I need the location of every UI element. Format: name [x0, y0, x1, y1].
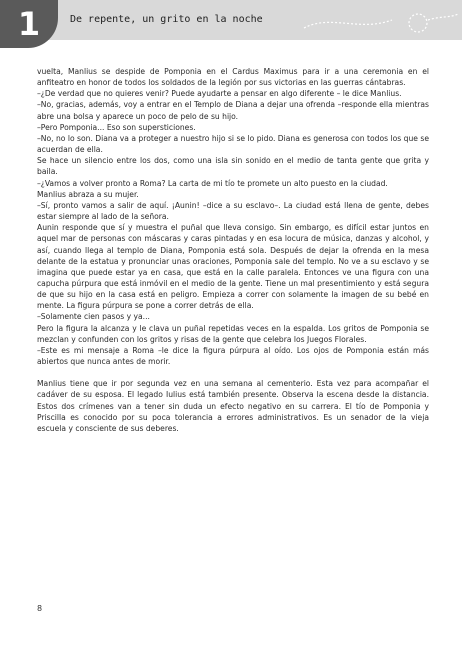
- paragraph: –Solamente cien pasos y ya...: [37, 312, 150, 322]
- paragraph: –¿Vamos a volver pronto a Roma? La carta de mi tío te promete un alto puesto en la ciudad.: [37, 178, 388, 188]
- paragraph: –Sí, pronto vamos a salir de aquí. ¡Aunin! –dice a su esclavo–. La ciudad está llena de gente, debes estar siempre al lado de la señora.: [37, 200, 429, 222]
- paragraph: –No, gracias, además, voy a entrar en el Templo de Diana a dejar una ofrenda –responde ella mientras abre una bolsa y aparece un poco de pelo de su hijo.: [37, 100, 429, 121]
- paragraph: Aunin responde que sí y muestra el puñal que lleva consigo. Sin embargo, es difícil estar juntos en aquel mar de personas con máscaras y caras pintadas y en esa locura de música, danzas y alcohol, y así, cuando llega al templo de Diana, Pomponia está sola. Después de dejar la ofrenda en la mesa delante de la estatua y pronunciar unas oraciones, Pomponia sale del templo. No ve a su esclavo y se imagina que puede estar ya en casa, que está en la calle paralela. Entonces ve una figura con una capucha púrpura que está inmóvil en el medio de la gente. Tiene un mal presentimiento y está segura de que su hijo en la casa está en peligro. Empieza a correr con solamente la imagen de su bebé en mente. La figura púrpura se pone a correr detrás de ella.: [37, 223, 429, 311]
- paragraph: Se hace un silencio entre los dos, como una isla sin sonido en el medio de tanta gente que grita y baila.: [37, 156, 429, 177]
- page-header: [0, 0, 462, 43]
- paragraph: –Este es mi mensaje a Roma –le dice la figura púrpura al oído. Los ojos de Pomponia están más abiertos que nunca antes de morir.: [37, 345, 429, 367]
- decorative-swirl-icon: [300, 6, 460, 36]
- paragraph: –¿De verdad que no quieres venir? Puede ayudarte a pensar en algo diferente – le dice Manlius.: [37, 89, 402, 99]
- chapter-number-tab: 1: [0, 0, 58, 48]
- page-number: 8: [37, 604, 43, 613]
- paragraph: –No, no lo son. Diana va a proteger a nuestro hijo si se lo pido. Diana es generosa con todos los que se acuerdan de ella.: [37, 133, 429, 155]
- paragraph: Pero la figura la alcanza y le clava un puñal repetidas veces en la espalda. Los gritos de Pomponia se mezclan y confunden con los gritos y risas de la gente que celebra los Juegos Florales.: [37, 323, 429, 344]
- chapter-body-text: [37, 66, 429, 434]
- paragraph: vuelta, Manlius se despide de Pomponia en el Cardus Maximus para ir a una ceremonia en el anfiteatro en honor de todos los soldados de la legión por sus victorias en las guerras cántabras.: [37, 67, 429, 88]
- paragraph: –Pero Pomponia... Eso son supersticiones.: [37, 122, 196, 132]
- paragraph: Manlius abraza a su mujer.: [37, 189, 139, 199]
- running-title: De repente, un grito en la noche: [70, 14, 263, 25]
- paragraph: Manlius tiene que ir por segunda vez en una semana al cementerio. Esta vez para acompañar el cadáver de su esposa. El legado Iulius está también presente. Observa la escena desde la distancia. Estos dos crímenes van a tener sin duda un efecto negativo en su carrera. El tío de Pomponia y Priscilla es conocido por su poca tolerancia a errores administrativos. Es un senador de la vieja escuela y consciente de sus deberes.: [37, 379, 429, 433]
